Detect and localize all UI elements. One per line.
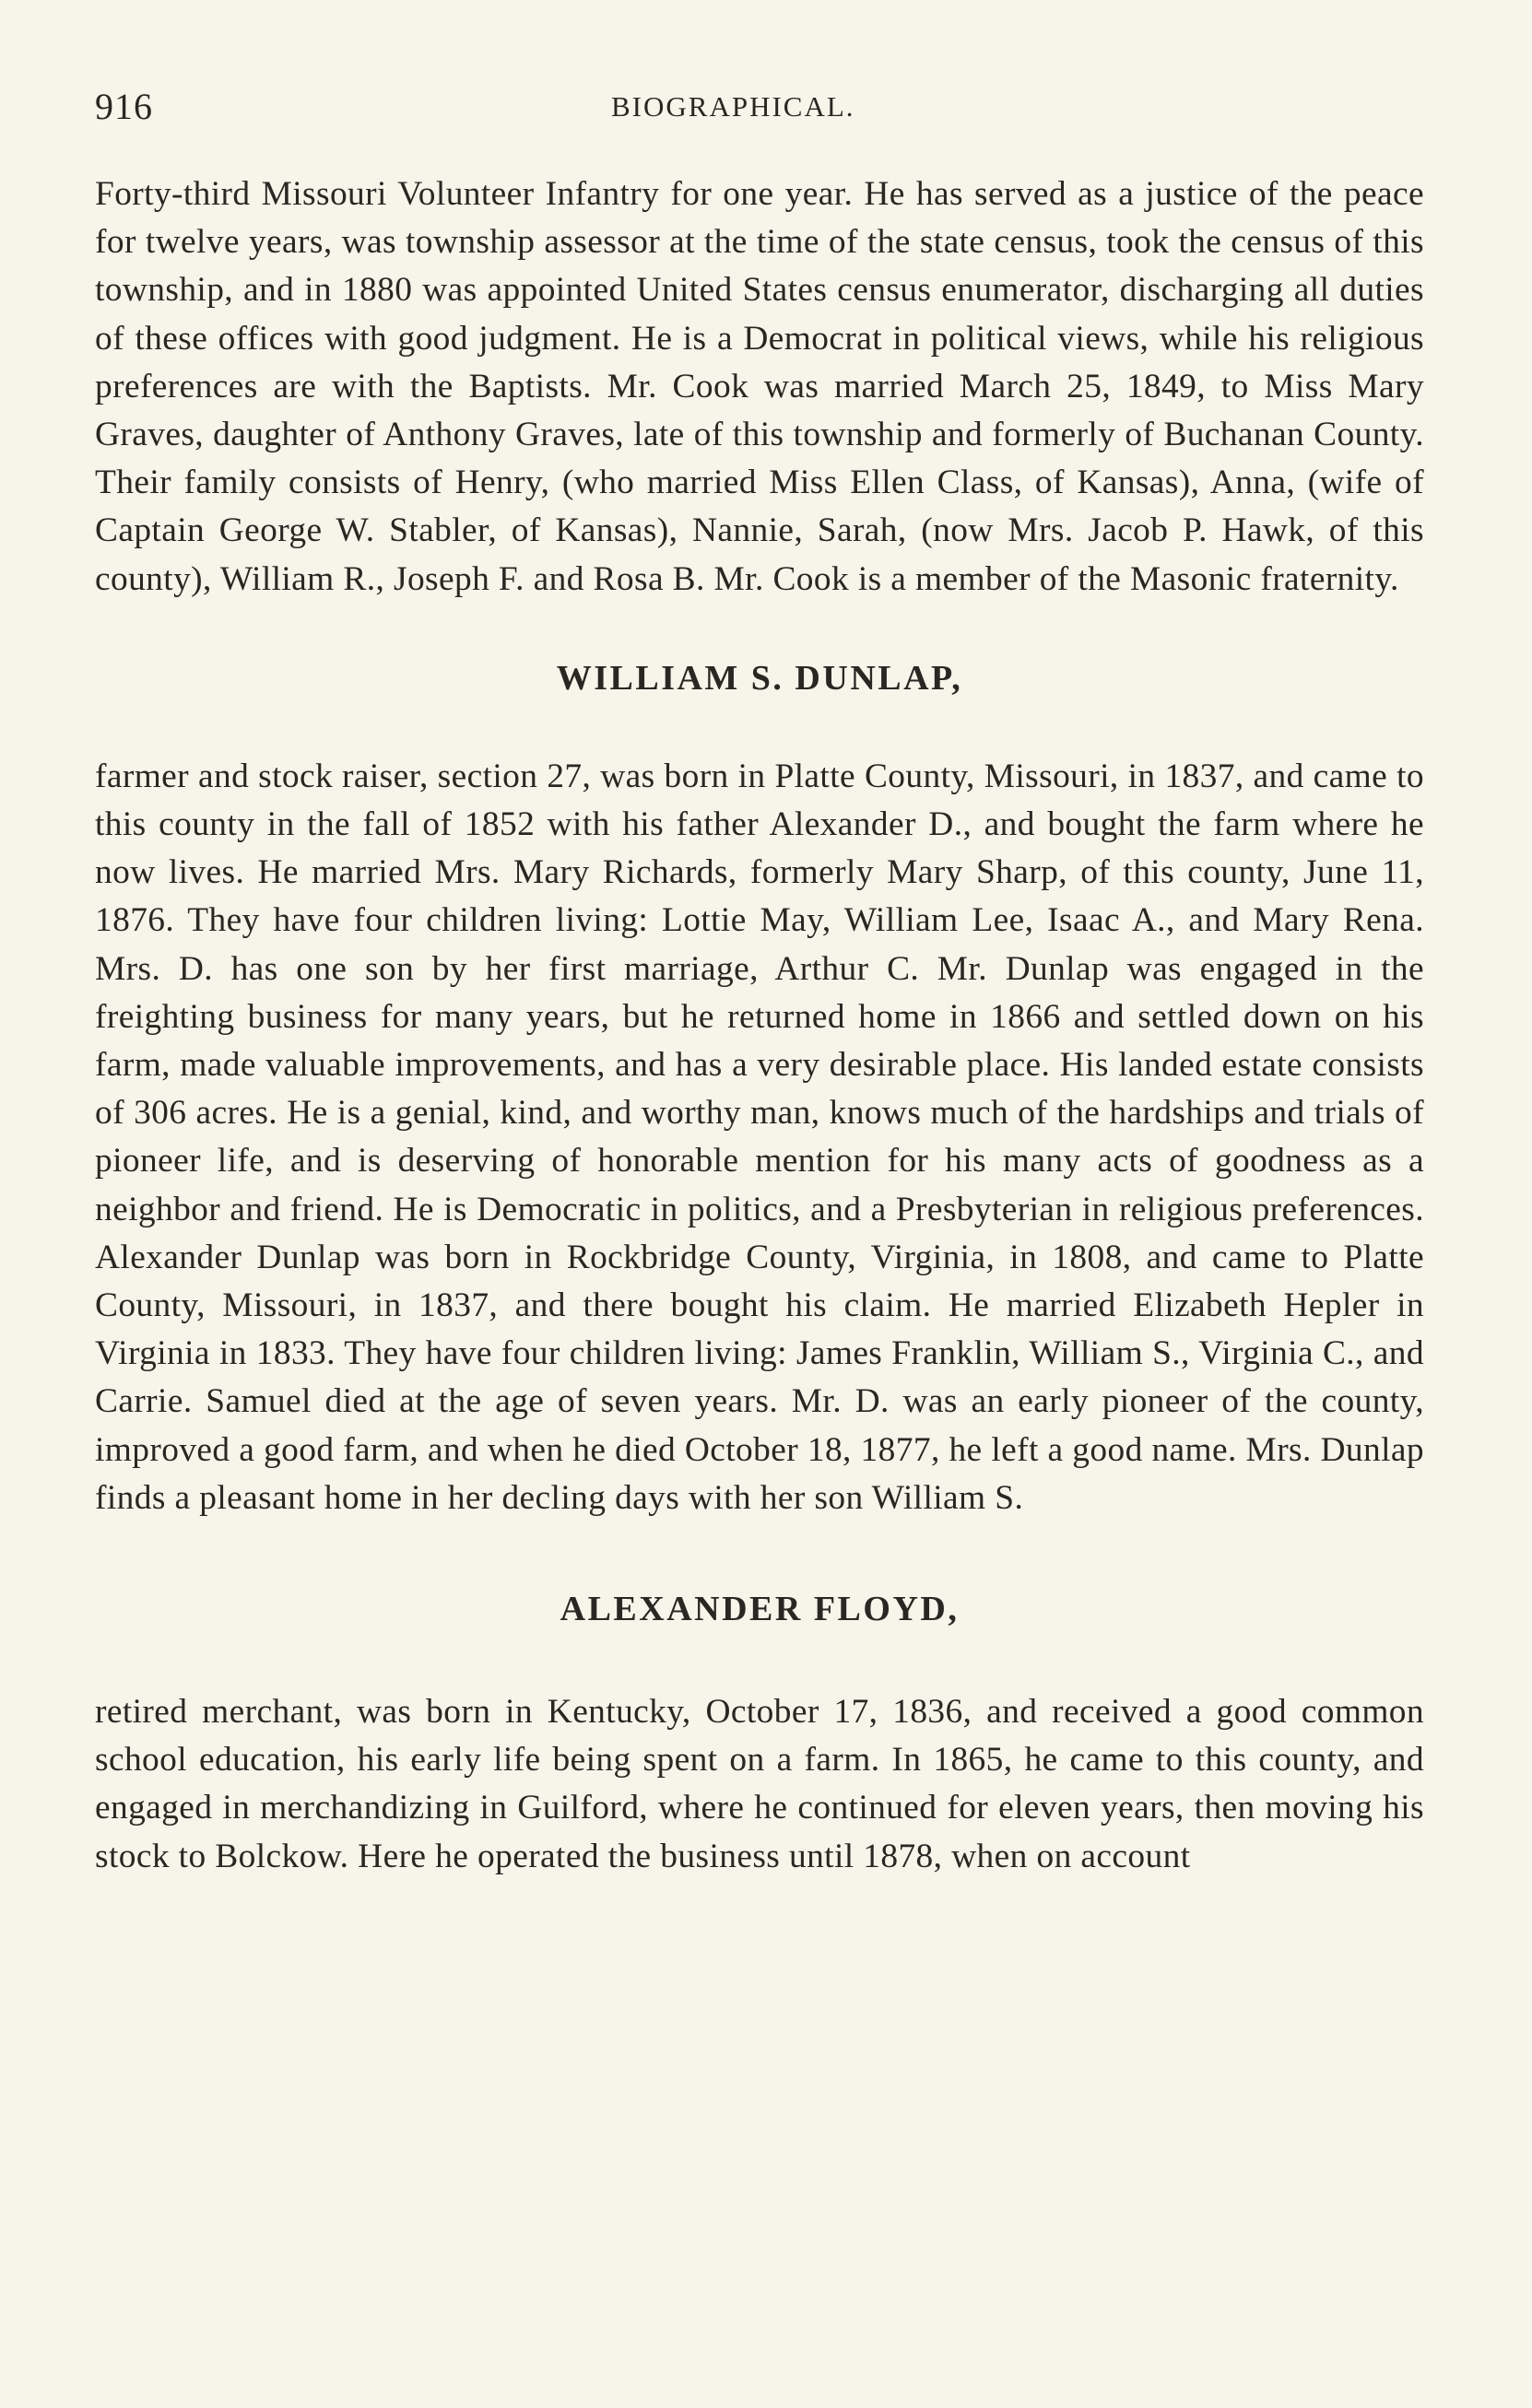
section-heading-dunlap: WILLIAM S. DUNLAP, bbox=[556, 658, 963, 698]
paragraph-cook-continuation: Forty-third Missouri Volunteer Infantry for one year. He has served as a justice of the peace for twelve years, was township assessor at the time of the state census, took the census of this township, and in 1880 was appointed United States census enumerator, discharging all duties of these offices with good judgment. He is a Democrat in political views, while his religious preferences are with the Baptists. Mr. Cook was married March 25, 1849, to Miss Mary Graves, daughter of Anthony Graves, late of this township and formerly of Buchanan County. Their family consists of Henry, (who married Miss Ellen Class, of Kansas), Anna, (wife of Captain George W. Stabler, of Kansas), Nannie, Sarah, (now Mrs. Jacob P. Hawk, of this county), William R., Joseph F. and Rosa B. Mr. Cook is a member of the Masonic fraternity. bbox=[95, 175, 1424, 598]
paragraph-dunlap: farmer and stock raiser, section 27, was born in Platte County, Missouri, in 1837, and came to this county in the fall of 1852 with his father Alexander D., and bought the farm where he now lives. He married Mrs. Mary Richards, formerly Mary Sharp, of this county, June 11, 1876. They have four children living: Lottie May, William Lee, Isaac A., and Mary Rena. Mrs. D. has one son by her first marriage, Arthur C. Mr. Dunlap was engaged in the freighting business for many years, but he returned home in 1866 and settled down on his farm, made valuable improvements, and has a very desirable place. His landed estate consists of 306 acres. He is a genial, kind, and worthy man, knows much of the hardships and trials of pioneer life, and is deserving of honorable mention for his many acts of goodness as a neighbor and friend. He is Democratic in politics, and a Presbyterian in religious preferences. Alexander Dunlap was born in Rockbridge County, Virginia, in 1808, and came to Platte County, Missouri, in 1837, and there bought his claim. He married Elizabeth Hepler in Virginia in 1833. They have four children living: James Franklin, William S., Virginia C., and Carrie. Samuel died at the age of seven years. Mr. D. was an early pioneer of the county, improved a good farm, and when he died October 18, 1877, he left a good name. Mrs. Dunlap finds a pleasant home in her decling days with her son William S. bbox=[95, 757, 1424, 1517]
paragraph-floyd: retired merchant, was born in Kentucky, October 17, 1836, and received a good common school education, his early life being spent on a farm. In 1865, he came to this county, and engaged in merchandizing in Guilford, where he continued for eleven years, then moving his stock to Bolckow. Here he operated the business until 1878, when on account bbox=[95, 1693, 1424, 1875]
page-header bbox=[95, 85, 1432, 140]
page-number: 916 bbox=[95, 86, 153, 127]
page-body bbox=[95, 170, 1424, 1881]
running-title: BIOGRAPHICAL. bbox=[611, 90, 855, 123]
section-heading-floyd: ALEXANDER FLOYD, bbox=[560, 1590, 960, 1629]
